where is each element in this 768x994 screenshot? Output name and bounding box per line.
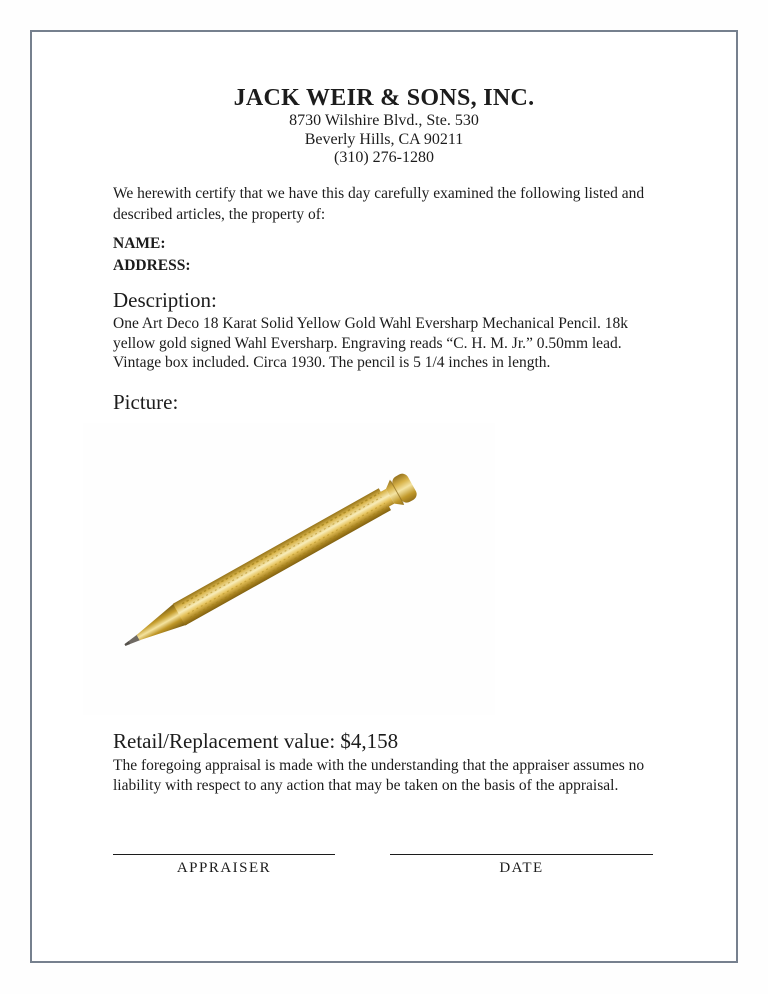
valuation-line <box>113 728 398 754</box>
company-phone: (310) 276-1280 <box>334 149 434 166</box>
gold-pencil-illustration <box>83 423 495 715</box>
company-address-line1: 8730 Wilshire Blvd., Ste. 530 <box>289 112 479 129</box>
item-photo <box>83 423 495 715</box>
date-label: DATE <box>499 860 544 876</box>
valuation-label: Retail/Replacement value: <box>113 729 336 753</box>
address-field-label: ADDRESS: <box>113 256 191 274</box>
pencil-barrel <box>173 488 391 625</box>
appraiser-label: APPRAISER <box>176 860 272 876</box>
disclaimer-statement: The foregoing appraisal is made with the understanding that the appraiser assumes no liability with respect to any action that may be taken on the basis of the appraisal. <box>113 757 645 794</box>
signature-section <box>0 854 768 894</box>
date-signature-block <box>390 854 653 877</box>
description-heading: Description: <box>113 288 217 312</box>
appraiser-signature-block <box>113 854 335 877</box>
company-address-line2: Beverly Hills, CA 90211 <box>304 130 464 148</box>
valuation-amount: $4,158 <box>340 729 399 753</box>
picture-heading: Picture: <box>113 390 179 414</box>
name-field-label: NAME: <box>113 235 166 252</box>
letterhead <box>0 84 768 168</box>
description-text: One Art Deco 18 Karat Solid Yellow Gold Wahl Eversharp Mechanical Pencil. 18k yellow gold signed Wahl Eversharp. Engraving reads “C. H. M. Jr.” 0.50mm lead. Vintage box included. Circa 1930. The pencil is 5 1/4 inches in length. <box>113 315 629 371</box>
owner-fields <box>113 233 191 276</box>
company-name: JACK WEIR & SONS, INC. <box>233 85 535 111</box>
certification-statement: We herewith certify that we have this day carefully examined the following listed and described articles, the property of: <box>113 185 645 223</box>
